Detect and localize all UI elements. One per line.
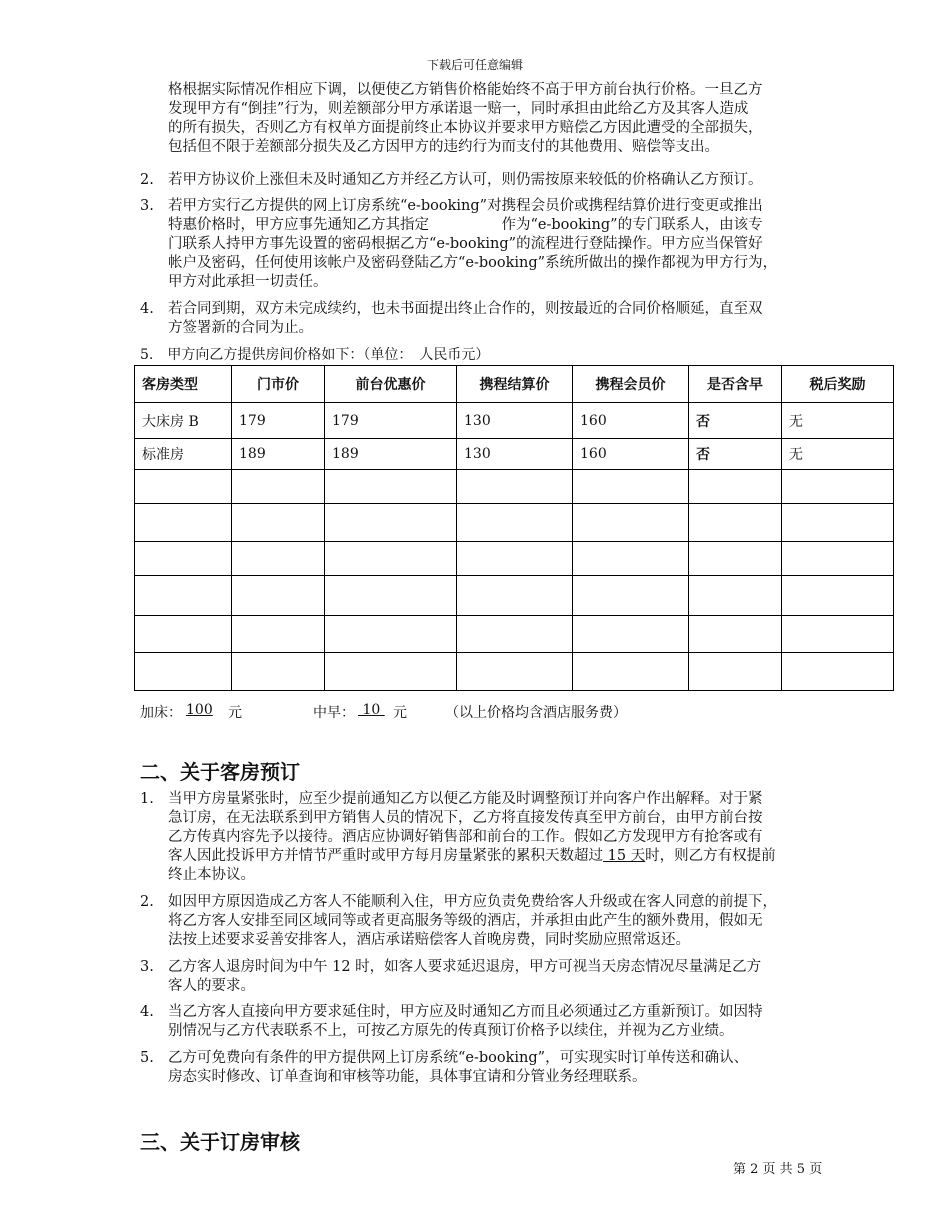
empty-row [135, 653, 894, 691]
breakfast-unit: 元 [393, 705, 407, 721]
text-line: 房态实时修改、订单查询和审核等功能，具体事宜请和分管业务经理联系。 [168, 1069, 647, 1085]
text-line: 方签署新的合同为止。 [168, 320, 313, 336]
text-line: 如因甲方原因造成乙方客人不能顺利入住，甲方应负责免费给客人升级或在客人同意的前提下， [168, 894, 777, 910]
table-cell: 189 [232, 439, 325, 470]
section-2-item-3 [140, 958, 860, 996]
clause-number: 5. [140, 1050, 154, 1066]
clause-number: 2. [140, 172, 154, 188]
text-line: 客人的要求。 [168, 978, 255, 994]
column-header: 前台优惠价 [325, 366, 457, 403]
price-table [134, 365, 894, 691]
text-line: 若甲方实行乙方提供的网上订房系统“e-booking”对携程会员价或携程结算价进行变更或推出 [168, 198, 763, 214]
clause-number: 1. [140, 791, 154, 807]
clause-number: 3. [140, 198, 154, 214]
page-header: 下载后可任意编辑 [426, 58, 523, 72]
text-line: 甲方对此承担一切责任。 [168, 274, 328, 290]
clause-2 [140, 171, 860, 190]
table-cell: 179 [232, 403, 325, 439]
clause-number: 4. [140, 1004, 154, 1020]
table-cell: 否 [689, 439, 782, 470]
breakfast-value: 10 [358, 702, 385, 718]
section-3-title: 三、关于订房审核 [140, 1130, 300, 1154]
text-line: 帐户及密码，任何使用该帐户及密码登陆乙方“e-booking”系统所做出的操作都视为甲方行为， [168, 255, 778, 271]
empty-row [135, 576, 894, 616]
text-line: 特惠价格时，甲方应事先通知乙方其指定 作为“e-booking”的专门联系人，由该专 [168, 217, 763, 233]
table-cell: 无 [782, 439, 894, 470]
text-line: 当甲方房量紧张时，应至少提前通知乙方以便乙方能及时调整预订并向客户作出解释。对于紧 [168, 791, 763, 807]
text-line [168, 847, 860, 866]
section-2-item-1 [140, 790, 860, 885]
text-line: 门联系人持甲方事先设置的密码根据乙方“e-booking”的流程进行登陆操作。甲方应当保管好 [168, 236, 763, 252]
text-line: 急订房，在无法联系到甲方销售人员的情况下，乙方将直接发传真至甲方前台，由甲方前台按 [168, 810, 763, 826]
column-header: 门市价 [232, 366, 325, 403]
text-fragment: 客人因此投诉甲方并情节严重时或甲方每月房量紧张的累积天数超过 [168, 848, 603, 864]
text-line: 格根据实际情况作相应下调，以便使乙方销售价格能始终不高于甲方前台执行价格。一旦乙方 [168, 82, 763, 98]
table-header-row [135, 366, 894, 403]
price-note: （以上价格均含酒店服务费） [445, 705, 627, 721]
table-cell: 标准房 [135, 439, 232, 470]
section-2-item-5 [140, 1049, 860, 1087]
breakfast-label: 中早： [313, 705, 355, 721]
clause-number: 2. [140, 894, 154, 910]
column-header: 税后奖励 [782, 366, 894, 403]
text-line: 包括但不限于差额部分损失及乙方因甲方的违约行为而支付的其他费用、赔偿等支出。 [168, 139, 719, 155]
column-header: 携程结算价 [457, 366, 573, 403]
table-cell: 否 [689, 403, 782, 439]
table-cell: 130 [457, 439, 573, 470]
text-line: 乙方传真内容先予以接待。酒店应协调好销售部和前台的工作。假如乙方发现甲方有抢客或有 [168, 829, 763, 845]
clause-1-continuation [168, 81, 868, 157]
column-header: 是否含早 [689, 366, 782, 403]
text-line: 终止本协议。 [168, 867, 255, 883]
empty-row [135, 616, 894, 653]
clause-4 [140, 300, 860, 338]
text-line: 若甲方协议价上涨但未及时通知乙方并经乙方认可，则仍需按原来较低的价格确认乙方预订。 [168, 172, 763, 188]
extra-bed-label: 加床： [140, 705, 182, 721]
price-table-caption: 5. 甲方向乙方提供房间价格如下：（单位： 人民币元） [140, 347, 490, 363]
table-cell: 179 [325, 403, 457, 439]
table-cell: 无 [782, 403, 894, 439]
column-header: 携程会员价 [573, 366, 689, 403]
text-line: 将乙方客人安排至同区域同等或者更高服务等级的酒店，并承担由此产生的额外费用，假如无 [168, 913, 763, 929]
clause-3 [140, 197, 860, 292]
days-value: 15 天 [603, 848, 646, 864]
table-cell: 大床房 B [135, 403, 232, 439]
table-row [135, 403, 894, 439]
empty-row [135, 470, 894, 504]
empty-row [135, 542, 894, 576]
table-cell: 189 [325, 439, 457, 470]
section-2-item-4 [140, 1003, 860, 1041]
text-line: 法按上述要求妥善安排客人，酒店承诺赔偿客人首晚房费，同时奖励应照常返还。 [168, 932, 690, 948]
extra-bed-value: 100 [186, 702, 213, 718]
table-cell: 130 [457, 403, 573, 439]
text-line: 若合同到期，双方未完成续约，也未书面提出终止合作的，则按最近的合同价格顺延，直至双 [168, 301, 763, 317]
section-2-item-2 [140, 893, 860, 950]
page-number: 第 2 页 共 5 页 [733, 1162, 823, 1177]
text-line: 乙方可免费向有条件的甲方提供网上订房系统“e-booking”，可实现实时订单传送和确认、 [168, 1050, 749, 1066]
text-line: 发现甲方有“倒挂”行为，则差额部分甲方承诺退一赔一，同时承担由此给乙方及其客人造成 [168, 101, 749, 117]
clause-number: 3. [140, 959, 154, 975]
text-line: 乙方客人退房时间为中午 12 时，如客人要求延迟退房，甲方可视当天房态情况尽量满足乙方 [168, 959, 762, 975]
empty-row [135, 504, 894, 542]
column-header: 客房类型 [135, 366, 232, 403]
table-cell: 160 [573, 403, 689, 439]
section-2-title: 二、关于客房预订 [140, 760, 300, 784]
extra-bed-unit: 元 [228, 705, 242, 721]
text-fragment: 时，则乙方有权提前 [645, 848, 776, 864]
text-line: 别情况与乙方代表联系不上，可按乙方原先的传真预订价格予以续住，并视为乙方业绩。 [168, 1023, 734, 1039]
table-cell: 160 [573, 439, 689, 470]
table-row [135, 439, 894, 470]
text-line: 的所有损失，否则乙方有权单方面提前终止本协议并要求甲方赔偿乙方因此遭受的全部损失， [168, 120, 763, 136]
text-line: 当乙方客人直接向甲方要求延住时，甲方应及时通知乙方而且必须通过乙方重新预订。如因特 [168, 1004, 763, 1020]
clause-number: 4. [140, 301, 154, 317]
